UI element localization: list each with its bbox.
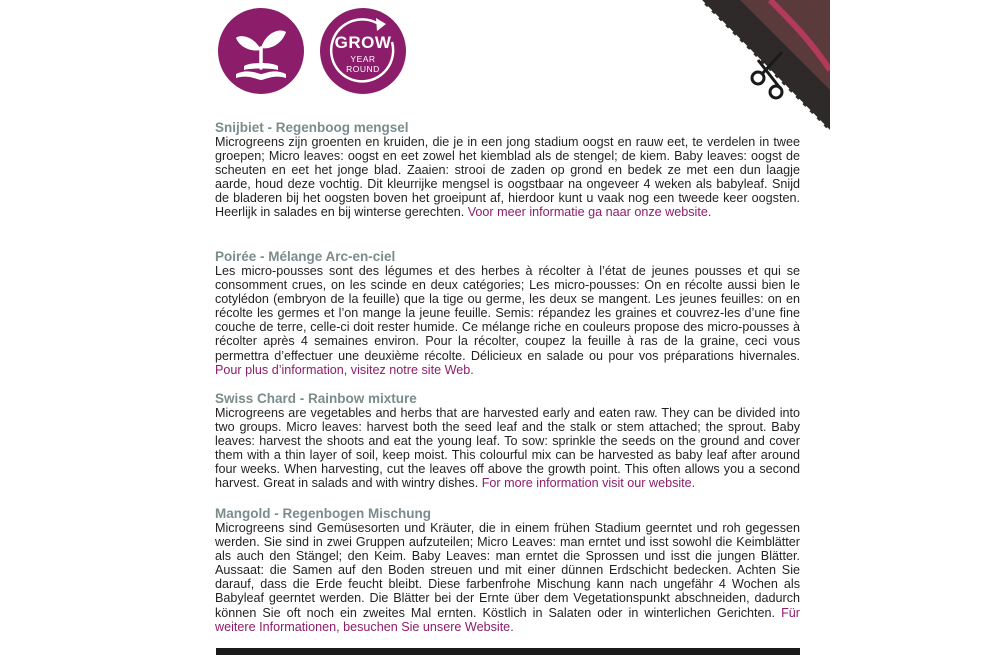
- section-text: Microgreens are vegetables and herbs that are harvested early and eaten raw. They can be divided into two groups. Micro leaves: harvest both the seed leaf and the stalk or stem attached; the sprout. Baby leaves: harvest the shoots and eat the young leaf. To sow: sprinkle the seeds on the ground and cover them with a thin layer of soil, keep moist. This colourful mix can be harvested as baby leaf after around four weeks. When harvesting, cut the leaves off above the growth point. This often allows you a second harvest. Great in salads and with wintry dishes.: [215, 406, 800, 491]
- section-english: [215, 392, 800, 491]
- year-label: YEAR: [350, 54, 376, 64]
- section-german: [215, 507, 800, 634]
- section-text: Les micro-pousses sont des légumes et des herbes à récolter à l’état de jeunes pousses et qui se consomment crues, on les scinde en deux catégories; Les micro-pousses: On en récolte aussi bien le cotylédon (embryon de la feuille) que la tige ou germe, les deux se mangent. Les jeunes feuilles: on en récolte les germes et l’on mange la jeune feuille. Semis: répandez les graines et couvrez-les d’une fine couche de terre, celle-ci doit rester humide. Ce mélange riche en couleurs propose des micro-pousses à récolter après 4 semaines environ. Pour la récolter, coupez la feuille à ras de la graine, ceci vous permettra d’effectuer une deuxième récolte. Délicieux en salade ou pour vos préparations hivernales.: [215, 264, 800, 363]
- section-text: Microgreens sind Gemüsesorten und Kräuter, die in einem frühen Stadium geerntet und roh gegessen werden. Sie sind in zwei Gruppen aufzuteilen; Micro Leaves: man erntet und isst sowohl die Keimblätter als auch den Stängel; den Keim. Baby Leaves: man erntet die Sprossen und isst die jungen Blätter. Aussaat: die Samen auf den Boden streuen und mit einer dünnen Erdschicht bedecken. Achten Sie darauf, dass die Erde feucht bleibt. Diese farbenfrohe Mischung kann nach ungefähr 4 Wochen als Babyleaf geerntet werden. Die Blätter bei der Ernte über dem Vegetationspunkt abschneiden, dadurch können Sie oft noch ein zweites Mal ernten. Köstlich in Salaten oder in winterlichen Gerichten.: [215, 521, 800, 620]
- section-body: [215, 406, 800, 491]
- website-link[interactable]: Voor meer informatie ga naar onze website.: [467, 205, 712, 220]
- section-title: Snijbiet - Regenboog mengsel: [215, 120, 409, 135]
- section-dutch: [215, 121, 800, 220]
- section-body: [215, 264, 800, 377]
- cut-corner: [700, 0, 830, 132]
- round-label: ROUND: [346, 64, 380, 74]
- section-french: [215, 250, 800, 377]
- section-text: Microgreens zijn groenten en kruiden, die je in een jong stadium oogst en rauw eet, te verdelen in twee groepen; Micro leaves: oogst en eet zowel het kiemblad als de stengel; de kiem. Baby leaves: oogst de scheuten en eet het jonge blad. Zaaien: strooi de zaden op grond en bedek ze met een dun laagje aarde, houd deze vochtig. Dit kleurrijke mengsel is oogstbaar na ongeveer 4 weken als babyleaf. Snijd de bladeren bij het oogsten boven het groeipunt af, hierdoor kunt u vaak nog een tweede keer oogsten. Heerlijk in salades en bij winterse gerechten.: [215, 135, 800, 220]
- bottom-bar: [216, 648, 800, 655]
- section-title: Poirée - Mélange Arc-en-ciel: [215, 249, 396, 264]
- section-title: Swiss Chard - Rainbow mixture: [215, 391, 417, 406]
- sprout-in-hands-icon: [218, 8, 304, 94]
- section-body: [215, 521, 800, 634]
- sprout-badge: [218, 8, 304, 94]
- section-title: Mangold - Regenbogen Mischung: [215, 506, 431, 521]
- grow-label: GROW: [334, 33, 392, 52]
- section-body: [215, 135, 800, 220]
- website-link[interactable]: For more information visit our website.: [481, 476, 696, 491]
- grow-year-round-badge: [320, 8, 406, 94]
- website-link[interactable]: Für weitere Informationen, besuchen Sie unsere Website.: [215, 605, 800, 634]
- website-link[interactable]: Pour plus d’information, visitez notre site Web.: [215, 362, 474, 377]
